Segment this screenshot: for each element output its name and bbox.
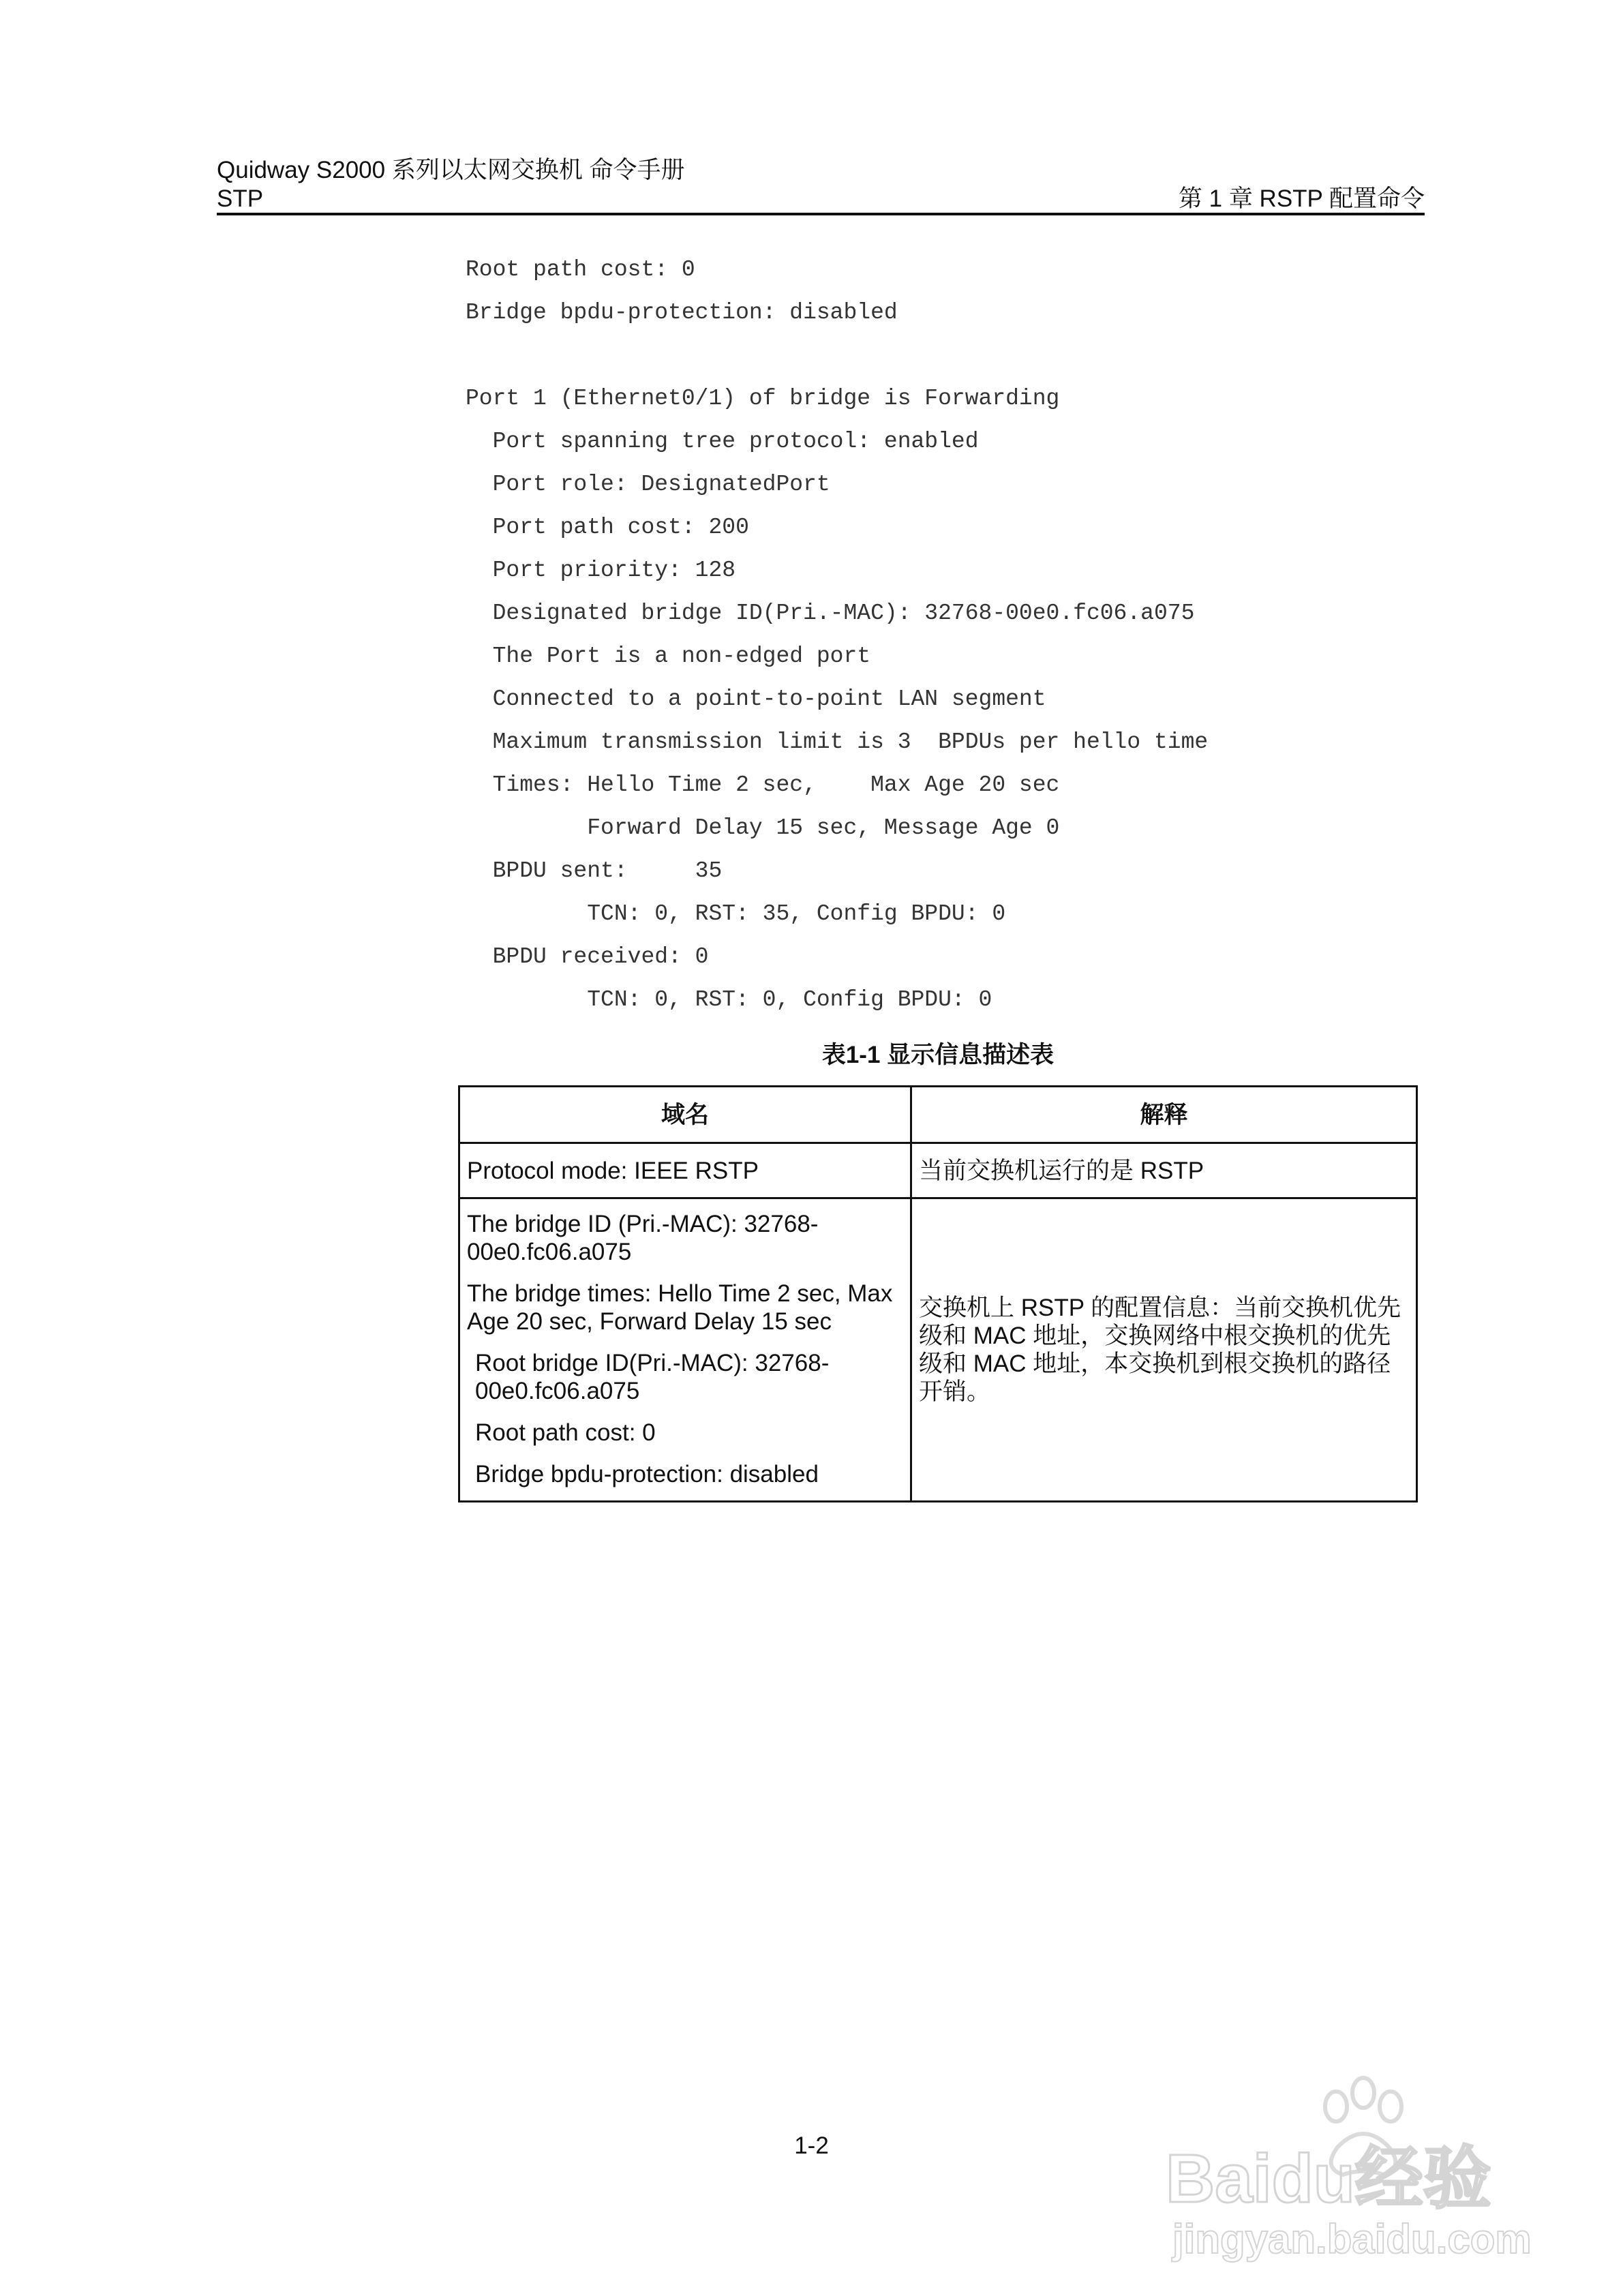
field-entry: Root bridge ID(Pri.-MAC): 32768-00e0.fc06.a075 (475, 1350, 830, 1404)
baidu-watermark-logo (1159, 2066, 1541, 2270)
section-label: STP (217, 185, 264, 212)
table-caption: 表1-1 显示信息描述表 (821, 1042, 1055, 1068)
cli-line: Port role: DesignatedPort (466, 472, 830, 497)
cli-line: BPDU received: 0 (466, 944, 709, 969)
cli-line: TCN: 0, RST: 0, Config BPDU: 0 (466, 987, 992, 1012)
cli-line: Maximum transmission limit is 3 BPDUs per hello time (466, 729, 1209, 755)
field-entry: Root path cost: 0 (475, 1419, 656, 1446)
column-header-description: 解释 (911, 1087, 1417, 1143)
cli-line: Bridge bpdu-protection: disabled (466, 300, 898, 325)
cli-line: Times: Hello Time 2 sec, Max Age 20 sec (466, 772, 1060, 798)
cli-line: Forward Delay 15 sec, Message Age 0 (466, 815, 1060, 841)
page-header (217, 155, 1425, 215)
cli-line: TCN: 0, RST: 35, Config BPDU: 0 (466, 901, 1006, 926)
cli-line: Connected to a point-to-point LAN segment (466, 686, 1046, 712)
cli-line: Port priority: 128 (466, 558, 736, 583)
cli-line: The Port is a non-edged port (466, 644, 871, 669)
table-row (459, 1143, 1417, 1198)
watermark-brand-text: Baidu经验 (1166, 2141, 1491, 2217)
table-row (459, 1198, 1417, 1502)
cli-line: Port 1 (Ethernet0/1) of bridge is Forwarding (466, 386, 1060, 411)
table-header-row (459, 1087, 1417, 1143)
field-entry: The bridge ID (Pri.-MAC): 32768-00e0.fc06.a075 (467, 1211, 819, 1265)
cli-line: Root path cost: 0 (466, 257, 695, 282)
watermark-url-text: jingyan.baidu.com (1172, 2216, 1532, 2262)
cli-line: Port path cost: 200 (466, 515, 749, 540)
cli-output (466, 248, 1208, 1021)
page-number: 1-2 (794, 2132, 829, 2159)
description-cell: 交换机上 RSTP 的配置信息：当前交换机优先级和 MAC 地址，交换网络中根交换机的优先级和 MAC 地址，本交换机到根交换机的路径开销。 (911, 1198, 1417, 1502)
cli-line: Port spanning tree protocol: enabled (466, 429, 979, 454)
field-cell: Protocol mode: IEEE RSTP (459, 1143, 911, 1198)
description-cell: 当前交换机运行的是 RSTP (911, 1143, 1417, 1198)
cli-line (466, 334, 1208, 377)
column-header-field: 域名 (459, 1087, 911, 1143)
field-entry: The bridge times: Hello Time 2 sec, Max Age 20 sec, Forward Delay 15 sec (467, 1280, 893, 1335)
cli-line: BPDU sent: 35 (466, 858, 723, 883)
document-title: Quidway S2000 系列以太网交换机 命令手册 (217, 157, 685, 183)
field-cell (459, 1198, 911, 1502)
info-table (458, 1085, 1418, 1502)
field-entry: Bridge bpdu-protection: disabled (475, 1461, 819, 1487)
cli-line: Designated bridge ID(Pri.-MAC): 32768-00e0.fc06.a075 (466, 601, 1195, 626)
chapter-label: 第 1 章 RSTP 配置命令 (1178, 185, 1425, 212)
